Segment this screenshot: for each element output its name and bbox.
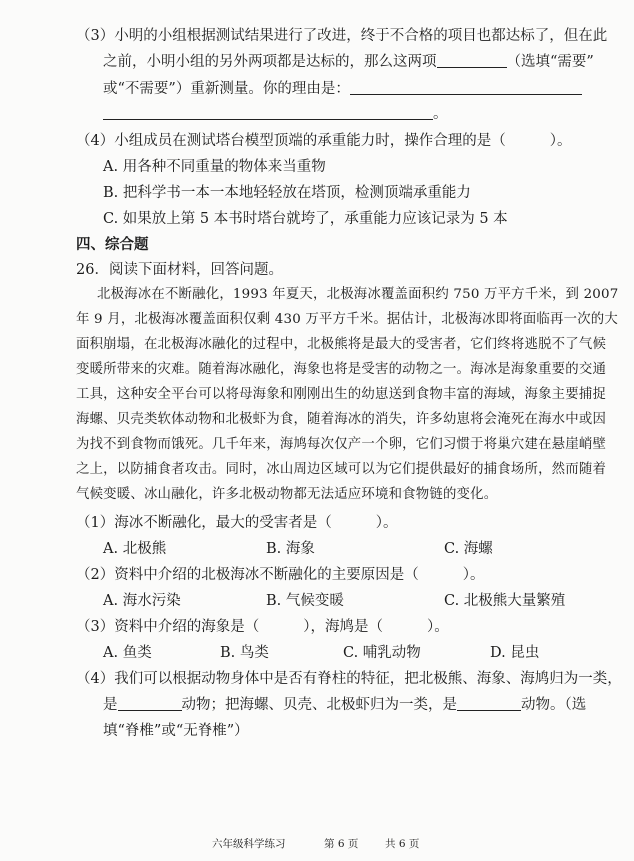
sub2-option-c: C. 北极熊大量繁殖 bbox=[444, 593, 566, 609]
sub4-line1: （4）我们可以根据动物身体中是否有脊柱的特征，把北极熊、海象、海鸠归为一类， bbox=[76, 671, 622, 687]
q4-option-b bbox=[103, 183, 471, 203]
q4-option-a bbox=[103, 157, 326, 177]
passage-line: 面积崩塌，在北极海冰融化的过程中，北极熊将是最大的受害者，它们终将逃脱不了气候 bbox=[76, 337, 607, 352]
sub4-line3: 填“脊椎”或“无脊椎”） bbox=[103, 723, 249, 739]
footer-subject: 六年级科学练习 bbox=[212, 838, 286, 850]
q4-option-c bbox=[103, 209, 508, 229]
sub3-option-a: A. 鱼类 bbox=[103, 645, 152, 661]
sub1-stem-end: ）。 bbox=[375, 515, 398, 531]
sub4-blank-2[interactable] bbox=[457, 696, 521, 711]
q3-line1 bbox=[76, 26, 607, 46]
sub2-option-a: A. 海水污染 bbox=[103, 593, 181, 609]
q3-line3 bbox=[103, 79, 582, 99]
q3-end-mark: 。 bbox=[433, 106, 448, 122]
sub3-option-b: B. 鸟类 bbox=[220, 645, 269, 661]
q4-stem-text: （4）小组成员在测试塔台模型顶端的承重能力时，操作合理的是（ bbox=[76, 133, 506, 149]
sub1-option-b: B. 海象 bbox=[266, 541, 315, 557]
q4-option-b-text: B. 把科学书一本一本地轻轻放在塔顶，检测顶端承重能力 bbox=[103, 185, 471, 201]
passage-line: 为找不到食物而饿死。几千年来，海鸠每次仅产一个卵，它们习惯于将巢穴建在悬崖峭壁 bbox=[76, 437, 607, 452]
sub1-stem-text: （1）海冰不断融化，最大的受害者是（ bbox=[76, 515, 332, 531]
sub4-suffix: 动物。（选 bbox=[521, 697, 587, 713]
sub2-option-b: B. 气候变暖 bbox=[266, 593, 344, 609]
sub3-stem bbox=[76, 617, 449, 637]
footer-total-pages: 共 6 页 bbox=[385, 838, 420, 850]
sub3-option-c: C. 哺乳动物 bbox=[343, 645, 421, 661]
sub2-stem-end: ）。 bbox=[462, 567, 485, 583]
q4-option-c-text: C. 如果放上第 5 本书时塔台就垮了，承重能力应该记录为 5 本 bbox=[103, 211, 508, 227]
q4-stem bbox=[76, 131, 571, 151]
sub2-stem-text: （2）资料中介绍的北极海冰不断融化的主要原因是（ bbox=[76, 567, 419, 583]
sub4-middle: 动物；把海螺、贝壳、北极虾归为一类，是 bbox=[181, 697, 457, 713]
sub3-option-d: D. 昆虫 bbox=[490, 645, 540, 661]
sub3-stem-mid: ），海鸠是（ bbox=[303, 619, 383, 635]
q3-line4 bbox=[103, 104, 448, 124]
passage-line: 海螺、贝壳类软体动物和北极虾为食，随着海冰的消失，许多幼崽将会淹死在海水中或因 bbox=[76, 412, 607, 427]
q3-reason-blank-2[interactable] bbox=[103, 105, 433, 120]
q3-line1-text: （3）小明的小组根据测试结果进行了改进，终于不合格的项目也都达标了，但在此 bbox=[76, 28, 608, 44]
q3-reason-blank-1[interactable] bbox=[350, 80, 582, 95]
q3-answer-blank[interactable] bbox=[437, 53, 507, 68]
sub3-stem-end: ）。 bbox=[426, 619, 449, 635]
passage-line: 年 9 月，北极海冰覆盖面积仅剩 430 万平方千米。据估计，北极海冰即将面临再一次的大 bbox=[76, 312, 618, 327]
sub1-option-c: C. 海螺 bbox=[444, 541, 493, 557]
section-heading: 四、综合题 bbox=[76, 236, 149, 253]
sub3-stem-text: （3）资料中介绍的海象是（ bbox=[76, 619, 260, 635]
passage-line: 之上，以防捕食者攻击。同时，冰山周边区域可以为它们提供最好的捕食场所，然而随着 bbox=[76, 462, 607, 477]
footer-page-number: 第 6 页 bbox=[324, 838, 359, 850]
sub2-stem bbox=[76, 565, 484, 585]
q3-reason-label: 或“不需要”）重新测量。你的理由是： bbox=[103, 81, 350, 97]
sub4-prefix: 是 bbox=[103, 697, 118, 713]
q3-line2-text: 之前，小明小组的另外两项都是达标的，那么这两项 bbox=[103, 54, 437, 70]
sub1-option-a: A. 北极熊 bbox=[103, 541, 167, 557]
q26-title: 26．阅读下面材料，回答问题。 bbox=[76, 262, 283, 278]
passage-line: 北极海冰在不断融化，1993 年夏天，北极海冰覆盖面积约 750 万平方千米，到 2007 bbox=[97, 287, 619, 302]
q4-stem-end: ）。 bbox=[549, 133, 572, 149]
q4-option-a-text: A. 用各种不同重量的物体来当重物 bbox=[103, 159, 326, 175]
passage-line: 变暖所带来的灾难。随着海冰融化，海象也将是受害的动物之一。海冰是海象重要的交通 bbox=[76, 362, 607, 377]
sub4-blank-1[interactable] bbox=[118, 696, 182, 711]
passage-line: 工具，这种安全平台可以将母海象和刚刚出生的幼崽送到食物丰富的海域，海象主要捕捉 bbox=[76, 387, 607, 402]
sub4-line2 bbox=[103, 695, 586, 715]
passage-line: 气候变暖、冰山融化，许多北极动物都无法适应环境和食物链的变化。 bbox=[76, 487, 498, 502]
sub1-stem bbox=[76, 513, 397, 533]
q3-line2-hint: （选填“需要” bbox=[506, 54, 594, 70]
q3-line2 bbox=[103, 52, 594, 72]
